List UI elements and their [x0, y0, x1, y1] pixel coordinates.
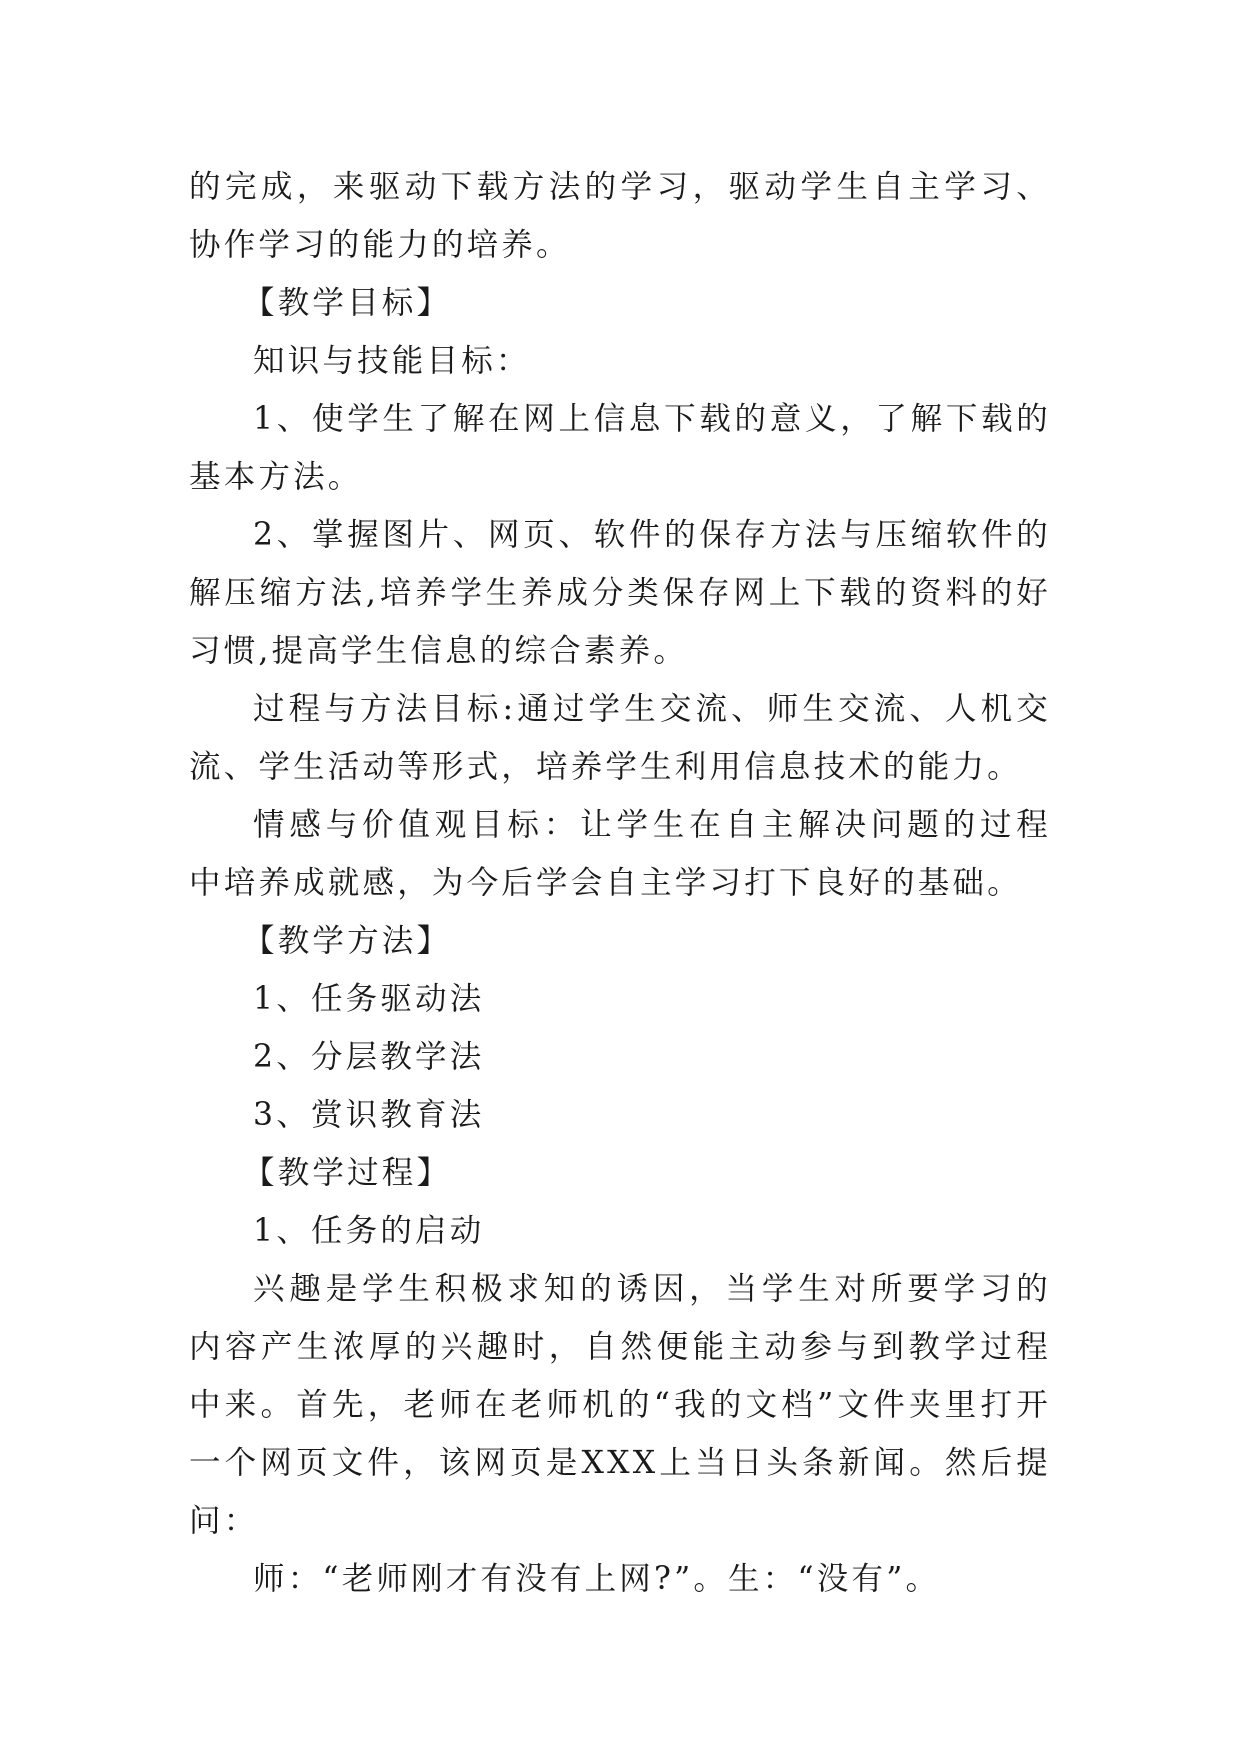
paragraph-continuation: 的完成，来驱动下载方法的学习，驱动学生自主学习、协作学习的能力的培养。 — [189, 169, 1051, 263]
section-heading-teaching-goals: 【教学目标】 — [243, 285, 452, 321]
paragraph-knowledge-skill-goal: 知识与技能目标： — [253, 343, 531, 379]
paragraph-goal-2: 2、掌握图片、网页、软件的保存方法与压缩软件的解压缩方法,培养学生养成分类保存网上下载的资料的好习惯,提高学生信息的综合素养。 — [189, 517, 1051, 669]
paragraph-method-1: 1、任务驱动法 — [253, 981, 485, 1017]
paragraph-dialogue: 师：“老师刚才有没有上网?”。生：“没有”。 — [253, 1561, 941, 1597]
paragraph-emotion-value-goal: 情感与价值观目标：让学生在自主解决问题的过程中培养成就感，为今后学会自主学习打下良好的基础。 — [189, 807, 1051, 901]
paragraph-process-method-goal: 过程与方法目标:通过学生交流、师生交流、人机交流、学生活动等形式，培养学生利用信息技术的能力。 — [189, 691, 1051, 785]
paragraph-interest-intro: 兴趣是学生积极求知的诱因，当学生对所要学习的内容产生浓厚的兴趣时，自然便能主动参与到教学过程中来。首先，老师在老师机的“我的文档”文件夹里打开一个网页文件，该网页是XXX上当日头条新闻。然后提问： — [189, 1271, 1051, 1539]
paragraph-goal-1: 1、使学生了解在网上信息下载的意义，了解下载的基本方法。 — [189, 401, 1051, 495]
paragraph-method-3: 3、赏识教育法 — [253, 1097, 485, 1133]
document-body — [189, 158, 1051, 1608]
paragraph-method-2: 2、分层教学法 — [253, 1039, 485, 1075]
paragraph-process-step-1: 1、任务的启动 — [253, 1213, 485, 1249]
section-heading-teaching-process: 【教学过程】 — [243, 1155, 452, 1191]
section-heading-teaching-methods: 【教学方法】 — [243, 923, 452, 959]
